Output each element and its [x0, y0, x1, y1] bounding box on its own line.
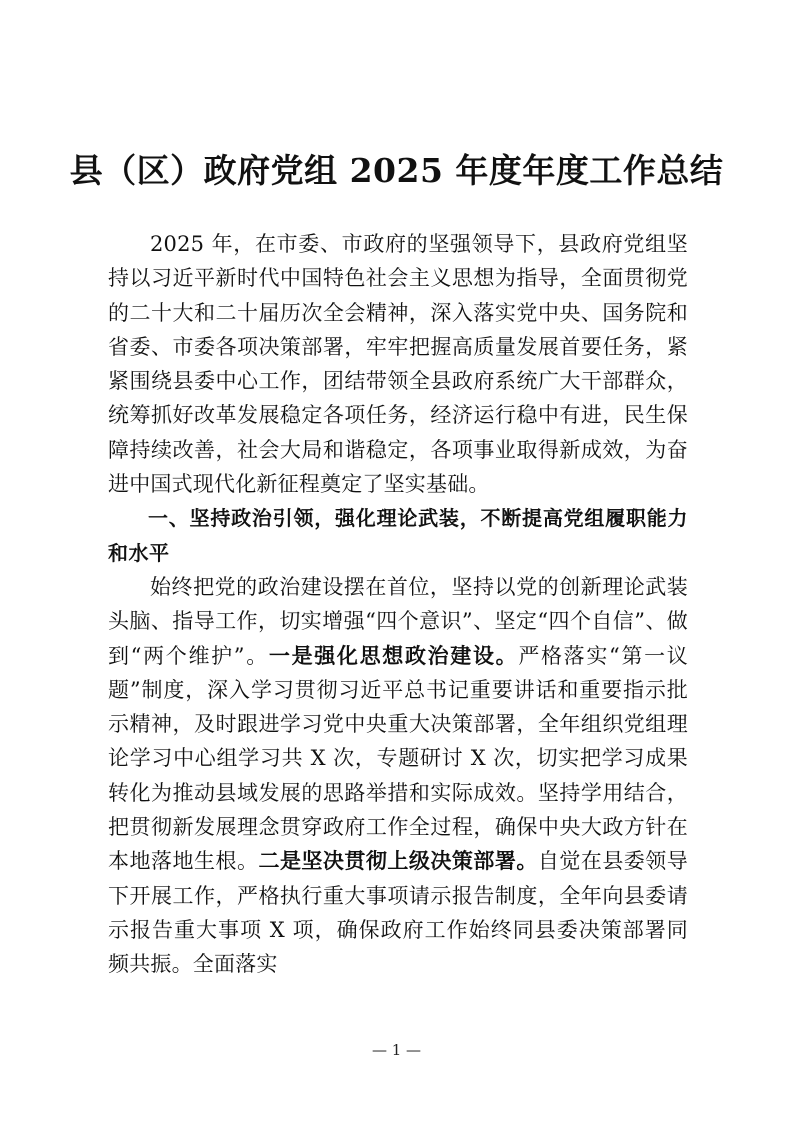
page-number: — 1 — — [371, 1041, 422, 1059]
intro-paragraph: 2025 年，在市委、市政府的坚强领导下，县政府党组坚持以习近平新时代中国特色社会主义思想为指导，全面贯彻党的二十大和二十届历次全会精神，深入落实党中央、国务院和省委、市委各项决策部署，牢牢把握高质量发展首要任务，紧紧围绕县委中心工作，团结带领全县政府系统广大干部群众，统筹抓好改革发展稳定各项任务，经济运行稳中有进，民生保障持续改善，社会大局和谐稳定，各项事业取得新成效，为奋进中国式现代化新征程奠定了坚实基础。 — [108, 232, 688, 497]
document-title: 县（区）政府党组 2025 年度年度工作总结 — [69, 151, 724, 190]
point-2-text: 自觉在县委领导下开展工作，严格执行重大事项请示报告制度，全年向县委请示报告重大事项 X 项，确保政府工作始终同县委决策部署同频共振。全面落实 — [108, 849, 688, 977]
point-1-text: 严格落实“第一议题”制度，深入学习贯彻习近平总书记重要讲话和重要指示批示精神，及时跟进学习党中央重大决策部署，全年组织党组理论学习中心组学习共 X 次，专题研讨 X 次，切实把学习成果转化为推动县域发展的思路举措和实际成效。坚持学用结合，把贯彻新发展理念贯穿政府工作全过程，确保中央大政方针在本地落地生根。 — [108, 643, 688, 874]
point-2-label: 二是坚决贯彻上级决策部署。 — [258, 849, 538, 874]
section-1-heading: 一、坚持政治引领，强化理论武装，不断提高党组履职能力和水平 — [108, 506, 688, 565]
section-1-paragraph — [108, 570, 688, 982]
document-body — [108, 227, 688, 982]
section-1-lead-text: 始终把党的政治建设摆在首位，坚持以党的创新理论武装头脑、指导工作，切实增强“四个意识”、坚定“四个自信”、做到“两个维护”。 — [108, 574, 688, 668]
point-1-label: 一是强化思想政治建设。 — [268, 643, 519, 668]
